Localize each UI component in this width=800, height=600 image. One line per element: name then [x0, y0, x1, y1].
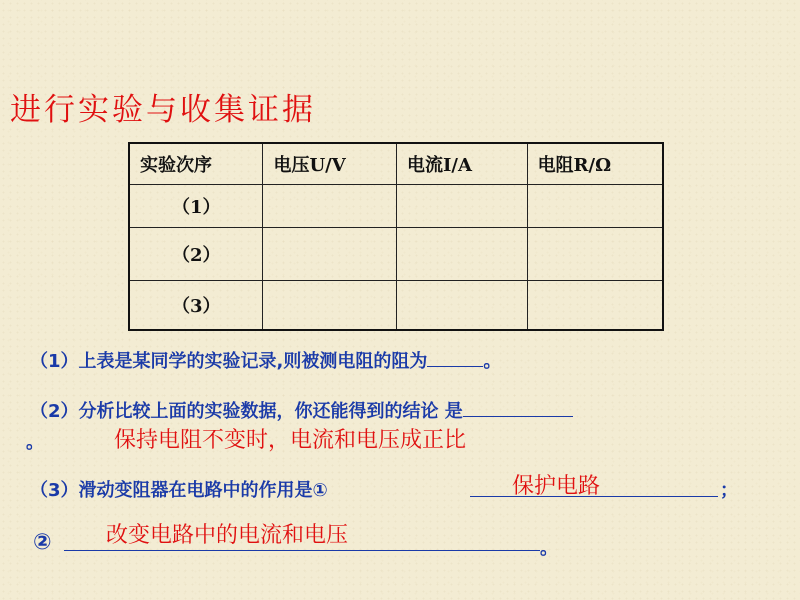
- table-row: [129, 185, 663, 228]
- table-row: [129, 281, 663, 331]
- question-3: [30, 476, 328, 502]
- row-index: （1）: [129, 185, 263, 228]
- table-row: [129, 228, 663, 281]
- question-2-blank[interactable]: [463, 398, 573, 417]
- header-resistance: 电阻R/Ω: [527, 143, 663, 185]
- cell-resistance[interactable]: [527, 281, 663, 331]
- page-title: 进行实验与收集证据: [10, 92, 316, 128]
- header-current: 电流I/A: [397, 143, 528, 185]
- question-2-end: 。: [26, 432, 44, 453]
- row-index: （2）: [129, 228, 263, 281]
- question-3b-end: 。: [540, 538, 558, 559]
- answer-q3-1: 保护电路: [512, 474, 601, 499]
- cell-current[interactable]: [397, 185, 528, 228]
- question-3-text: （3）滑动变阻器在电路中的作用是①: [30, 480, 328, 501]
- cell-voltage[interactable]: [263, 281, 397, 331]
- answer-q2: 保持电阻不变时，电流和电压成正比: [114, 428, 467, 453]
- cell-resistance[interactable]: [527, 185, 663, 228]
- experiment-table: [128, 142, 664, 331]
- question-1: [30, 347, 501, 373]
- cell-current[interactable]: [397, 281, 528, 331]
- cell-resistance[interactable]: [527, 228, 663, 281]
- question-2: [30, 397, 573, 423]
- question-3-end: ；: [720, 480, 738, 501]
- cell-voltage[interactable]: [263, 228, 397, 281]
- question-1-end: 。: [483, 351, 502, 372]
- row-index: （3）: [129, 281, 263, 331]
- answer-q3-2: 改变电路中的电流和电压: [106, 523, 349, 548]
- table-header-row: [129, 143, 663, 185]
- question-3b-marker: ②: [33, 530, 52, 555]
- question-2-text: （2）分析比较上面的实验数据，你还能得到的结论 是: [30, 401, 463, 422]
- cell-current[interactable]: [397, 228, 528, 281]
- question-1-text: （1）上表是某同学的实验记录,则被测电阻的阻为: [30, 351, 428, 372]
- question-1-blank[interactable]: [427, 348, 483, 367]
- header-voltage: 电压U/V: [263, 143, 397, 185]
- cell-voltage[interactable]: [263, 185, 397, 228]
- header-order: 实验次序: [129, 143, 263, 185]
